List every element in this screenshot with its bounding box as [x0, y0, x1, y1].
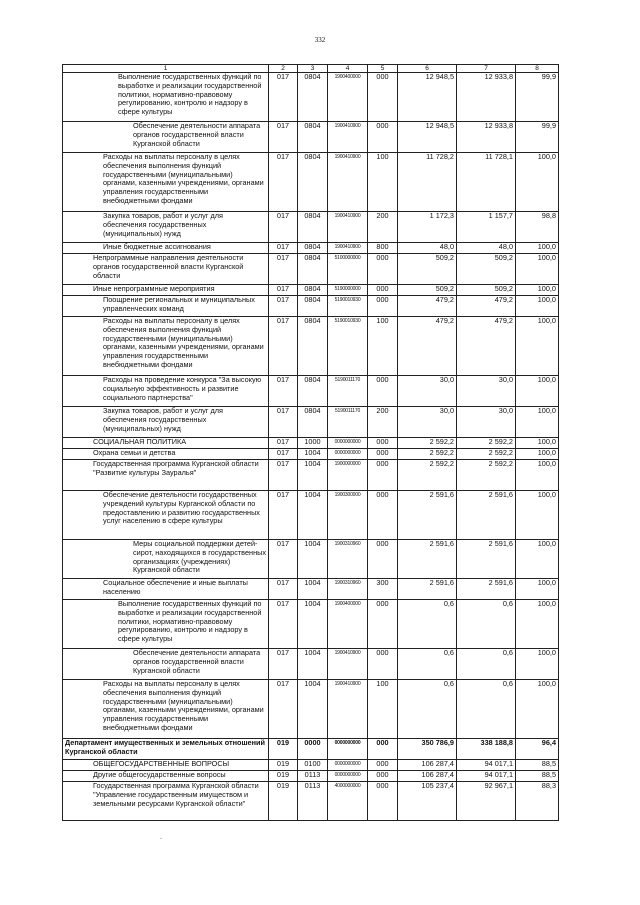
section-code: 1004	[298, 649, 328, 680]
ministry-code: 017	[269, 649, 298, 680]
planned-amount: 2 591,6	[398, 491, 457, 540]
expense-type-code: 100	[368, 680, 398, 739]
table-row	[63, 122, 559, 153]
section-code: 0100	[298, 760, 328, 771]
planned-amount: 2 591,6	[398, 579, 457, 600]
ministry-code: 017	[269, 491, 298, 540]
planned-amount: 12 948,5	[398, 73, 457, 122]
execution-percent: 100,0	[516, 540, 559, 579]
planned-amount: 2 592,2	[398, 449, 457, 460]
column-number-row	[63, 65, 559, 73]
section-code: 0804	[298, 407, 328, 438]
target-article-code: 5100000000	[328, 254, 368, 285]
ministry-code: 019	[269, 760, 298, 771]
item-name: Другие общегосударственные вопросы	[63, 771, 269, 782]
item-name: Меры социальной поддержки детей-сирот, находящихся в государственных организациях (учреждениях) Курганской области	[63, 540, 269, 579]
target-article-code: 1900300000	[328, 491, 368, 540]
execution-percent: 100,0	[516, 491, 559, 540]
execution-percent: 100,0	[516, 407, 559, 438]
ministry-code: 017	[269, 285, 298, 296]
actual-amount: 94 017,1	[457, 771, 516, 782]
actual-amount: 0,6	[457, 649, 516, 680]
actual-amount: 2 592,2	[457, 438, 516, 449]
target-article-code: 5190011170	[328, 407, 368, 438]
page-number: 332	[314, 36, 326, 44]
section-code: 0804	[298, 254, 328, 285]
ministry-code: 017	[269, 73, 298, 122]
target-article-code: 1900410900	[328, 153, 368, 212]
item-name: Выполнение государственных функций по выработке и реализации государственной политики, нормативно-правовому регулированию, контролю и надзору в сфере культуры	[63, 600, 269, 649]
section-code: 0804	[298, 73, 328, 122]
table-row	[63, 449, 559, 460]
target-article-code: 1900410900	[328, 649, 368, 680]
ministry-code: 017	[269, 376, 298, 407]
actual-amount: 94 017,1	[457, 760, 516, 771]
ministry-code: 017	[269, 296, 298, 317]
planned-amount: 2 591,6	[398, 540, 457, 579]
actual-amount: 509,2	[457, 285, 516, 296]
item-name: Расходы на выплаты персоналу в целях обеспечения выполнения функций государственными (муниципальными) органами, казенными учреждениями, органами управления государственными внебюджетными фондами	[63, 317, 269, 376]
expense-type-code: 000	[368, 771, 398, 782]
expense-type-code: 000	[368, 122, 398, 153]
execution-percent: 100,0	[516, 579, 559, 600]
section-code: 1004	[298, 579, 328, 600]
column-number: 3	[298, 65, 328, 73]
section-code: 0113	[298, 771, 328, 782]
ministry-code: 017	[269, 438, 298, 449]
target-article-code: 1900310960	[328, 540, 368, 579]
table-row	[63, 407, 559, 438]
actual-amount: 30,0	[457, 376, 516, 407]
item-name: Департамент имущественных и земельных отношений Курганской области	[63, 739, 269, 760]
section-code: 0804	[298, 285, 328, 296]
target-article-code: 1900410900	[328, 212, 368, 243]
section-code: 0804	[298, 296, 328, 317]
target-article-code: 5190010930	[328, 296, 368, 317]
planned-amount: 12 948,5	[398, 122, 457, 153]
table-row	[63, 438, 559, 449]
actual-amount: 48,0	[457, 243, 516, 254]
planned-amount: 0,6	[398, 600, 457, 649]
target-article-code: 5190011170	[328, 376, 368, 407]
expense-type-code: 000	[368, 760, 398, 771]
item-name: Государственная программа Курганской области "Управление государственным имуществом и земельными ресурсами Курганской области"	[63, 782, 269, 821]
target-article-code: 4000000000	[328, 782, 368, 821]
item-name: Иные непрограммные мероприятия	[63, 285, 269, 296]
ministry-code: 017	[269, 680, 298, 739]
expense-type-code: 000	[368, 649, 398, 680]
expense-type-code: 000	[368, 600, 398, 649]
expense-type-code: 000	[368, 73, 398, 122]
actual-amount: 479,2	[457, 296, 516, 317]
expense-type-code: 200	[368, 212, 398, 243]
planned-amount: 509,2	[398, 285, 457, 296]
table-row	[63, 771, 559, 782]
ministry-code: 019	[269, 739, 298, 760]
item-name: Закупка товаров, работ и услуг для обеспечения государственных (муниципальных) нужд	[63, 407, 269, 438]
planned-amount: 105 237,4	[398, 782, 457, 821]
column-number: 2	[269, 65, 298, 73]
item-name: Иные бюджетные ассигнования	[63, 243, 269, 254]
execution-percent: 100,0	[516, 285, 559, 296]
ministry-code: 017	[269, 600, 298, 649]
execution-percent: 100,0	[516, 449, 559, 460]
table-row	[63, 579, 559, 600]
expense-type-code: 000	[368, 254, 398, 285]
planned-amount: 509,2	[398, 254, 457, 285]
planned-amount: 0,6	[398, 680, 457, 739]
expense-type-code: 000	[368, 449, 398, 460]
target-article-code: 0000000000	[328, 449, 368, 460]
expense-type-code: 000	[368, 540, 398, 579]
section-code: 1004	[298, 460, 328, 491]
execution-percent: 100,0	[516, 649, 559, 680]
section-code: 0804	[298, 153, 328, 212]
execution-percent: 100,0	[516, 254, 559, 285]
planned-amount: 30,0	[398, 376, 457, 407]
actual-amount: 12 933,8	[457, 122, 516, 153]
budget-execution-table	[62, 64, 559, 821]
item-name: Поощрение региональных и муниципальных управленческих команд	[63, 296, 269, 317]
target-article-code: 1900000000	[328, 460, 368, 491]
ministry-code: 017	[269, 212, 298, 243]
section-code: 1004	[298, 600, 328, 649]
planned-amount: 48,0	[398, 243, 457, 254]
item-name: Социальное обеспечение и иные выплаты населению	[63, 579, 269, 600]
expense-type-code: 100	[368, 317, 398, 376]
table-row	[63, 317, 559, 376]
planned-amount: 1 172,3	[398, 212, 457, 243]
expense-type-code: 000	[368, 285, 398, 296]
expense-type-code: 300	[368, 579, 398, 600]
expense-type-code: 200	[368, 407, 398, 438]
item-name: Выполнение государственных функций по выработке и реализации государственной политики, нормативно-правовому регулированию, контролю и надзору в сфере культуры	[63, 73, 269, 122]
section-code: 1004	[298, 491, 328, 540]
section-code: 1000	[298, 438, 328, 449]
planned-amount: 479,2	[398, 317, 457, 376]
actual-amount: 2 592,2	[457, 449, 516, 460]
execution-percent: 100,0	[516, 438, 559, 449]
expense-type-code: 000	[368, 376, 398, 407]
execution-percent: 98,8	[516, 212, 559, 243]
execution-percent: 96,4	[516, 739, 559, 760]
item-name: Расходы на проведение конкурса "За высокую социальную эффективность и развитие социального партнерства"	[63, 376, 269, 407]
planned-amount: 479,2	[398, 296, 457, 317]
target-article-code: 0000000000	[328, 771, 368, 782]
execution-percent: 88,5	[516, 760, 559, 771]
column-number: 6	[398, 65, 457, 73]
ministry-code: 017	[269, 449, 298, 460]
table-row	[63, 460, 559, 491]
actual-amount: 12 933,8	[457, 73, 516, 122]
target-article-code: 1900400000	[328, 73, 368, 122]
planned-amount: 106 287,4	[398, 760, 457, 771]
actual-amount: 338 188,8	[457, 739, 516, 760]
scan-mark: -	[160, 836, 162, 842]
target-article-code: 1900310960	[328, 579, 368, 600]
ministry-code: 017	[269, 254, 298, 285]
column-number: 5	[368, 65, 398, 73]
planned-amount: 30,0	[398, 407, 457, 438]
target-article-code: 1900400000	[328, 600, 368, 649]
column-number: 8	[516, 65, 559, 73]
actual-amount: 509,2	[457, 254, 516, 285]
item-name: Закупка товаров, работ и услуг для обеспечения государственных (муниципальных) нужд	[63, 212, 269, 243]
section-code: 0804	[298, 243, 328, 254]
execution-percent: 99,9	[516, 122, 559, 153]
execution-percent: 100,0	[516, 153, 559, 212]
actual-amount: 2 591,6	[457, 491, 516, 540]
target-article-code: 0000000000	[328, 739, 368, 760]
section-code: 0000	[298, 739, 328, 760]
expense-type-code: 100	[368, 153, 398, 212]
ministry-code: 017	[269, 540, 298, 579]
item-name: Расходы на выплаты персоналу в целях обеспечения выполнения функций государственными (муниципальными) органами, казенными учреждениями, органами управления государственными внебюджетными фондами	[63, 680, 269, 739]
actual-amount: 1 157,7	[457, 212, 516, 243]
target-article-code: 1900410900	[328, 122, 368, 153]
target-article-code: 5190000000	[328, 285, 368, 296]
ministry-code: 017	[269, 122, 298, 153]
table-row	[63, 491, 559, 540]
section-code: 1004	[298, 449, 328, 460]
item-name: Охрана семьи и детства	[63, 449, 269, 460]
execution-percent: 100,0	[516, 317, 559, 376]
planned-amount: 106 287,4	[398, 771, 457, 782]
item-name: ОБЩЕГОСУДАРСТВЕННЫЕ ВОПРОСЫ	[63, 760, 269, 771]
table-row	[63, 285, 559, 296]
item-name: Расходы на выплаты персоналу в целях обеспечения выполнения функций государственными (муниципальными) органами, казенными учреждениями, органами управления государственными внебюджетными фондами	[63, 153, 269, 212]
table-row	[63, 153, 559, 212]
section-code: 1004	[298, 540, 328, 579]
ministry-code: 017	[269, 153, 298, 212]
ministry-code: 017	[269, 243, 298, 254]
section-code: 0804	[298, 376, 328, 407]
expense-type-code: 000	[368, 739, 398, 760]
execution-percent: 100,0	[516, 243, 559, 254]
ministry-code: 019	[269, 771, 298, 782]
planned-amount: 2 592,2	[398, 438, 457, 449]
table-row	[63, 600, 559, 649]
section-code: 0804	[298, 317, 328, 376]
planned-amount: 350 786,9	[398, 739, 457, 760]
target-article-code: 0000000000	[328, 438, 368, 449]
expense-type-code: 000	[368, 296, 398, 317]
ministry-code: 017	[269, 407, 298, 438]
item-name: Государственная программа Курганской области "Развитие культуры Зауралья"	[63, 460, 269, 491]
ministry-code: 017	[269, 579, 298, 600]
table-row	[63, 540, 559, 579]
execution-percent: 88,3	[516, 782, 559, 821]
column-number: 4	[328, 65, 368, 73]
actual-amount: 0,6	[457, 680, 516, 739]
target-article-code: 1900410900	[328, 243, 368, 254]
execution-percent: 100,0	[516, 376, 559, 407]
table-row	[63, 243, 559, 254]
actual-amount: 11 728,1	[457, 153, 516, 212]
table-row	[63, 782, 559, 821]
section-code: 0113	[298, 782, 328, 821]
column-number: 1	[63, 65, 269, 73]
planned-amount: 11 728,2	[398, 153, 457, 212]
execution-percent: 100,0	[516, 680, 559, 739]
expense-type-code: 000	[368, 491, 398, 540]
execution-percent: 99,9	[516, 73, 559, 122]
target-article-code: 0000000000	[328, 760, 368, 771]
table-row	[63, 680, 559, 739]
table-row	[63, 254, 559, 285]
item-name: СОЦИАЛЬНАЯ ПОЛИТИКА	[63, 438, 269, 449]
item-name: Обеспечение деятельности аппарата органов государственной власти Курганской области	[63, 649, 269, 680]
actual-amount: 2 591,6	[457, 579, 516, 600]
item-name: Обеспечение деятельности аппарата органов государственной власти Курганской области	[63, 122, 269, 153]
table-body	[63, 73, 559, 821]
section-code: 0804	[298, 212, 328, 243]
table-row	[63, 760, 559, 771]
item-name: Непрограммные направления деятельности органов государственной власти Курганской области	[63, 254, 269, 285]
ministry-code: 017	[269, 460, 298, 491]
ministry-code: 019	[269, 782, 298, 821]
actual-amount: 2 592,2	[457, 460, 516, 491]
section-code: 1004	[298, 680, 328, 739]
table-row	[63, 739, 559, 760]
target-article-code: 1900410900	[328, 680, 368, 739]
expense-type-code: 000	[368, 460, 398, 491]
table-row	[63, 296, 559, 317]
expense-type-code: 800	[368, 243, 398, 254]
execution-percent: 88,5	[516, 771, 559, 782]
actual-amount: 2 591,6	[457, 540, 516, 579]
table-row	[63, 73, 559, 122]
section-code: 0804	[298, 122, 328, 153]
execution-percent: 100,0	[516, 600, 559, 649]
planned-amount: 0,6	[398, 649, 457, 680]
planned-amount: 2 592,2	[398, 460, 457, 491]
table-row	[63, 649, 559, 680]
actual-amount: 30,0	[457, 407, 516, 438]
actual-amount: 0,6	[457, 600, 516, 649]
actual-amount: 479,2	[457, 317, 516, 376]
expense-type-code: 000	[368, 782, 398, 821]
ministry-code: 017	[269, 317, 298, 376]
execution-percent: 100,0	[516, 296, 559, 317]
table-row	[63, 212, 559, 243]
column-number: 7	[457, 65, 516, 73]
item-name: Обеспечение деятельности государственных учреждений культуры Курганской области по предоставлению и развитию государственных услуг населению в сфере культуры	[63, 491, 269, 540]
table-row	[63, 376, 559, 407]
expense-type-code: 000	[368, 438, 398, 449]
execution-percent: 100,0	[516, 460, 559, 491]
target-article-code: 5190010930	[328, 317, 368, 376]
actual-amount: 92 967,1	[457, 782, 516, 821]
